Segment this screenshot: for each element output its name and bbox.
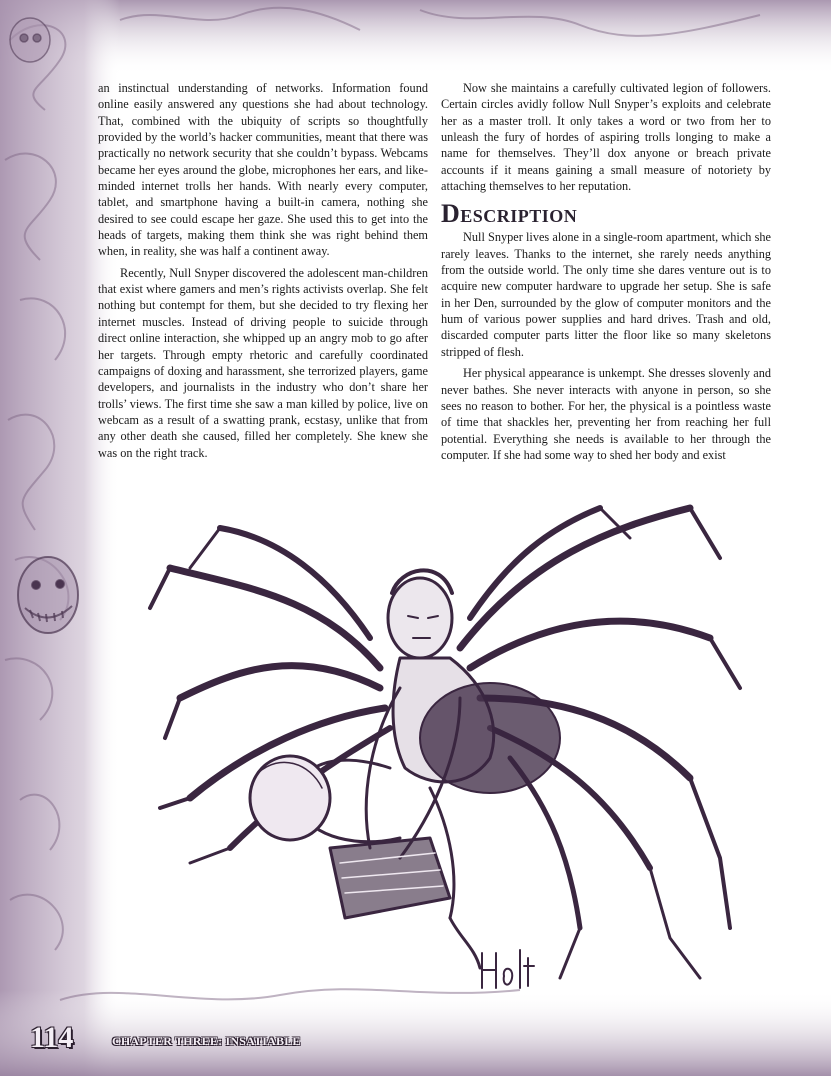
- body-paragraph: Now she maintains a carefully cultivated legion of followers. Certain circles avidly follow Null Snyper’s exploits and celebrate her as a master troll. It only takes a word or two from her to unleash the fury of hordes of aspiring trolls longing to make a name for themselves. They’ll dox anyone or breach private accounts if it means gaining a small measure of notoriety by attaching themselves to her reputation.: [441, 81, 771, 194]
- body-paragraph: Null Snyper lives alone in a single-room apartment, which she rarely leaves. Thanks to the internet, she rarely needs anything from the outside world. The only time she dares venture out is to acquire new computer hardware to upgrade her setup. She is safe in her Den, surrounded by the glow of computer monitors and the hum of various power supplies and hard drives. Trash and old, discarded computer parts litter the floor like so many skeletons stripped of flesh.: [441, 230, 771, 359]
- grinning-face-art: [18, 557, 78, 633]
- body-paragraph: Recently, Null Snyper discovered the adolescent man-children that exist where gamers and men’s rights activists overlap. She felt nothing but contempt for them, but she decided to try flexing her internet muscles. Instead of driving people to suicide through direct online interaction, she whipped up an angry mob to go after her targets. Through empty rhetoric and carefully coordinated campaigns of doxing and harassment, she terrorized players, game developers, and journalists in the industry who don’t share her trolls’ views. The first time she saw a man killed by police, live on webcam as a result of a swatting prank, ecstasy, unlike that from any other death she caused, filled her completely. She knew she was on the right track.: [98, 265, 428, 460]
- page-number: 114: [30, 1021, 74, 1054]
- section-heading: Description: [441, 199, 578, 229]
- left-column: [98, 80, 428, 466]
- chapter-title: CHAPTER THREE: INSATIABLE: [112, 1034, 301, 1048]
- spider-woman-illustration: [130, 498, 770, 1018]
- right-column: [441, 80, 771, 468]
- body-paragraph: Her physical appearance is unkempt. She dresses slovenly and never bathes. She never interacts with anyone in person, so she sees no reason to bother. For her, the physical is a pointless waste of time that shackles her, preventing her from reaching her full potential. Everything she needs is available to her through the computer. If she had some way to shed her body and exist: [441, 366, 771, 462]
- body-paragraph: an instinctual understanding of networks. Information found online easily answered any questions she had about technology. That, combined with the ubiquity of scripts so thoughtfully provided by the world’s hacker communities, meant that there was practically no network security that she couldn’t bypass. Webcams became her eyes around the globe, microphones her ears, and like-minded internet trolls her hands. With nearly every computer, tablet, and smartphone having a built-in camera, nothing she desired to see could escape her gaze. She used this to get into the heads of targets, making them think she was right behind them when, in reality, she was half a continent away.: [98, 81, 428, 259]
